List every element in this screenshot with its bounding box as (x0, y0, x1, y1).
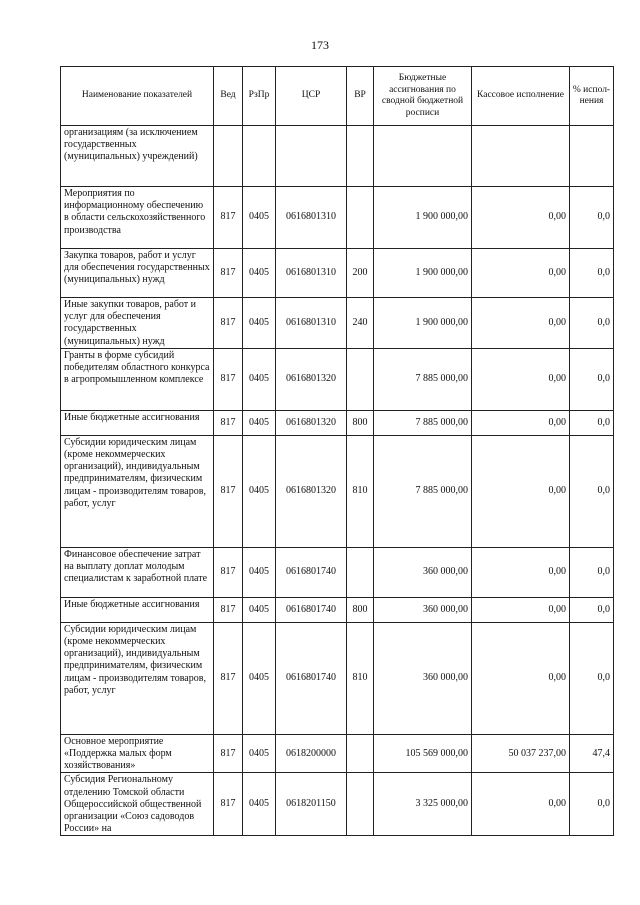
cell-pct: 0,0 (570, 773, 614, 836)
cell-csr (276, 126, 347, 187)
cell-vr (347, 773, 374, 836)
cell-vr: 800 (347, 410, 374, 435)
cell-name: Гранты в форме субсидий победителям областного конкурса в агропромышленном комплексе (61, 348, 214, 410)
cell-cash: 0,00 (472, 187, 570, 249)
header-vr: ВР (347, 67, 374, 126)
cell-csr: 0616801310 (276, 187, 347, 249)
cell-vr (347, 348, 374, 410)
cell-budget: 1 900 000,00 (374, 187, 472, 249)
cell-ved: 817 (214, 547, 243, 597)
table-row (61, 622, 614, 734)
cell-csr: 0616801320 (276, 410, 347, 435)
cell-cash (472, 126, 570, 187)
cell-name: Финансовое обеспечение затрат на выплату доплат молодым специалистам к заработной плате (61, 547, 214, 597)
cell-pct: 0,0 (570, 249, 614, 298)
cell-cash: 0,00 (472, 249, 570, 298)
cell-csr: 0616801320 (276, 348, 347, 410)
table-row (61, 734, 614, 773)
cell-rzpr: 0405 (243, 734, 276, 773)
table-row (61, 298, 614, 349)
cell-ved: 817 (214, 410, 243, 435)
cell-rzpr: 0405 (243, 435, 276, 547)
cell-cash: 50 037 237,00 (472, 734, 570, 773)
cell-csr: 0618201150 (276, 773, 347, 836)
cell-cash: 0,00 (472, 622, 570, 734)
cell-ved: 817 (214, 187, 243, 249)
cell-name: Субсидии юридическим лицам (кроме некоммерческих организаций), индивидуальным предпринимателям, физическим лицам - производителям товаров, работ, услуг (61, 435, 214, 547)
cell-vr (347, 126, 374, 187)
cell-pct: 0,0 (570, 348, 614, 410)
cell-name: Иные бюджетные ассигнования (61, 597, 214, 622)
cell-budget: 7 885 000,00 (374, 435, 472, 547)
cell-pct (570, 126, 614, 187)
table-row (61, 348, 614, 410)
cell-rzpr: 0405 (243, 622, 276, 734)
cell-vr: 810 (347, 622, 374, 734)
cell-pct: 0,0 (570, 410, 614, 435)
cell-vr (347, 547, 374, 597)
cell-budget: 360 000,00 (374, 547, 472, 597)
cell-ved: 817 (214, 622, 243, 734)
cell-ved: 817 (214, 773, 243, 836)
table-body (61, 126, 614, 836)
cell-budget: 7 885 000,00 (374, 410, 472, 435)
cell-rzpr (243, 126, 276, 187)
header-name: Наименование показателей (61, 67, 214, 126)
cell-vr (347, 734, 374, 773)
cell-rzpr: 0405 (243, 249, 276, 298)
cell-cash: 0,00 (472, 298, 570, 349)
cell-name: Мероприятия по информационному обеспечению в области сельскохозяйственного производства (61, 187, 214, 249)
table-row (61, 187, 614, 249)
cell-pct: 0,0 (570, 547, 614, 597)
cell-ved: 817 (214, 435, 243, 547)
cell-cash: 0,00 (472, 435, 570, 547)
page-number: 173 (311, 38, 329, 52)
cell-pct: 47,4 (570, 734, 614, 773)
cell-cash: 0,00 (472, 773, 570, 836)
cell-name: Иные закупки товаров, работ и услуг для обеспечения государственных (муниципальных) нужд (61, 298, 214, 349)
table-row (61, 773, 614, 836)
cell-cash: 0,00 (472, 348, 570, 410)
table-row (61, 435, 614, 547)
cell-vr: 240 (347, 298, 374, 349)
cell-pct: 0,0 (570, 597, 614, 622)
cell-budget: 7 885 000,00 (374, 348, 472, 410)
cell-rzpr: 0405 (243, 348, 276, 410)
cell-vr: 810 (347, 435, 374, 547)
table-row (61, 410, 614, 435)
cell-name: Иные бюджетные ассигнования (61, 410, 214, 435)
cell-cash: 0,00 (472, 547, 570, 597)
cell-pct: 0,0 (570, 435, 614, 547)
cell-ved: 817 (214, 249, 243, 298)
cell-vr: 800 (347, 597, 374, 622)
cell-csr: 0616801740 (276, 547, 347, 597)
cell-ved: 817 (214, 298, 243, 349)
cell-csr: 0616801310 (276, 298, 347, 349)
table-row (61, 126, 614, 187)
cell-csr: 0616801310 (276, 249, 347, 298)
cell-name: Закупка товаров, работ и услуг для обеспечения государственных (муниципальных) нужд (61, 249, 214, 298)
cell-cash: 0,00 (472, 597, 570, 622)
table-row (61, 597, 614, 622)
cell-pct: 0,0 (570, 187, 614, 249)
cell-name: организациям (за исключением государственных (муниципальных) учреждений) (61, 126, 214, 187)
header-rzpr: РзПр (243, 67, 276, 126)
cell-csr: 0616801740 (276, 622, 347, 734)
cell-budget: 360 000,00 (374, 622, 472, 734)
cell-csr: 0616801320 (276, 435, 347, 547)
cell-vr: 200 (347, 249, 374, 298)
cell-name: Субсидии юридическим лицам (кроме некоммерческих организаций), индивидуальным предпринимателям, физическим лицам - производителям товаров, работ, услуг (61, 622, 214, 734)
cell-rzpr: 0405 (243, 410, 276, 435)
budget-table (60, 66, 614, 836)
header-pct: % испол-нения (570, 67, 614, 126)
header-csr: ЦСР (276, 67, 347, 126)
cell-pct: 0,0 (570, 622, 614, 734)
cell-cash: 0,00 (472, 410, 570, 435)
cell-budget (374, 126, 472, 187)
table-row (61, 547, 614, 597)
cell-rzpr: 0405 (243, 773, 276, 836)
cell-ved: 817 (214, 597, 243, 622)
cell-budget: 1 900 000,00 (374, 249, 472, 298)
header-budget: Бюджетные ассигнования по сводной бюджетной росписи (374, 67, 472, 126)
cell-name: Основное мероприятие «Поддержка малых форм хозяйствования» (61, 734, 214, 773)
cell-budget: 105 569 000,00 (374, 734, 472, 773)
cell-budget: 1 900 000,00 (374, 298, 472, 349)
cell-csr: 0616801740 (276, 597, 347, 622)
cell-ved: 817 (214, 348, 243, 410)
cell-budget: 3 325 000,00 (374, 773, 472, 836)
cell-ved: 817 (214, 734, 243, 773)
cell-name: Субсидия Региональному отделению Томской области Общероссийской общественной организации «Союз садоводов России» на (61, 773, 214, 836)
cell-csr: 0618200000 (276, 734, 347, 773)
header-ved: Вед (214, 67, 243, 126)
cell-rzpr: 0405 (243, 547, 276, 597)
cell-ved (214, 126, 243, 187)
cell-rzpr: 0405 (243, 597, 276, 622)
cell-pct: 0,0 (570, 298, 614, 349)
cell-vr (347, 187, 374, 249)
table-header-row (61, 67, 614, 126)
header-cash: Кассовое исполнение (472, 67, 570, 126)
cell-rzpr: 0405 (243, 187, 276, 249)
cell-budget: 360 000,00 (374, 597, 472, 622)
table-row (61, 249, 614, 298)
cell-rzpr: 0405 (243, 298, 276, 349)
